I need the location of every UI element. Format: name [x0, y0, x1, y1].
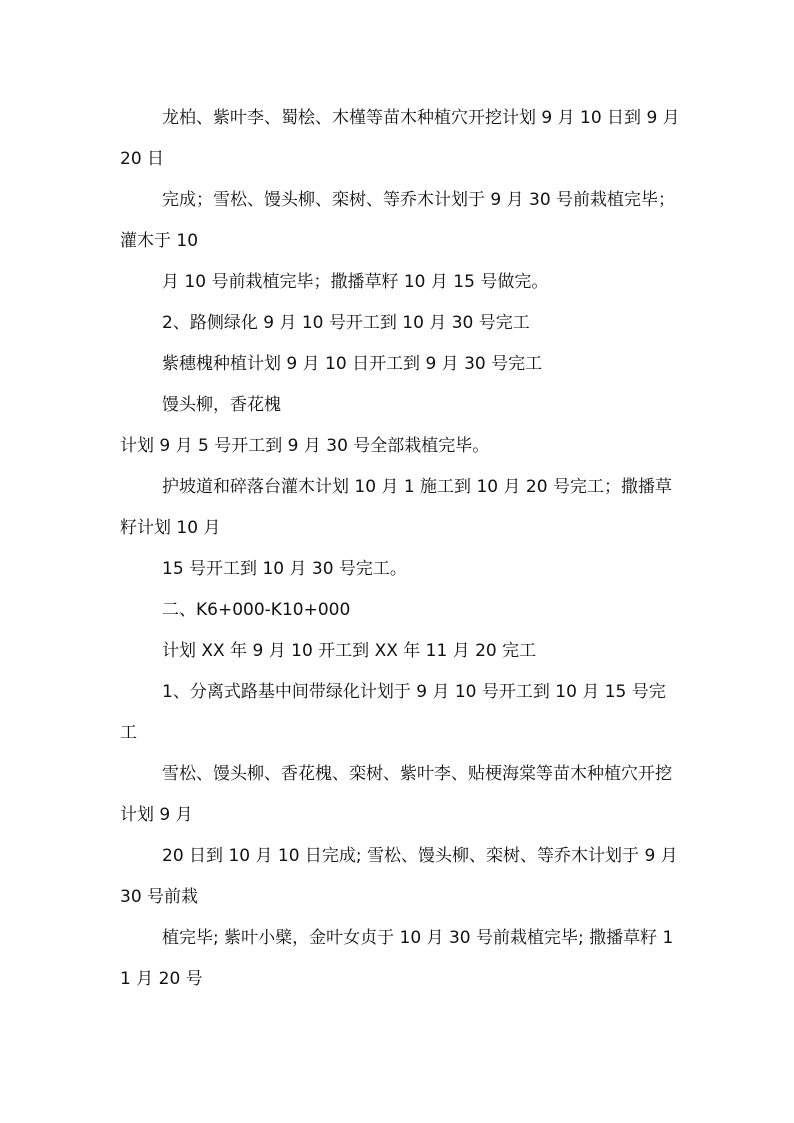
paragraph-8: 护坡道和碎落台灌木计划 10 月 1 施工到 10 月 20 号完工；撒播草籽计划 10 月 — [120, 477, 672, 538]
section-heading-2: 二、K6+000-K10+000 — [162, 600, 351, 620]
paragraph-1: 龙柏、紫叶李、蜀桧、木槿等苗木种植穴开挖计划 9 月 10 日到 9 月 20 日 — [120, 108, 680, 169]
paragraph-15: 植完毕; 紫叶小檗，金叶女贞于 10 月 30 号前栽植完毕; 撒播草籽 11 月 20 号 — [120, 928, 674, 989]
paragraph-4: 2、路侧绿化 9 月 10 号开工到 10 月 30 号完工 — [162, 313, 530, 333]
paragraph-3: 月 10 号前栽植完毕；撒播草籽 10 月 15 号做完。 — [162, 272, 549, 292]
paragraph-14: 20 日到 10 月 10 日完成; 雪松、馒头柳、栾树、等乔木计划于 9 月 30 号前栽 — [120, 846, 678, 907]
paragraph-9: 15 号开工到 10 月 30 号完工。 — [162, 559, 407, 579]
document-body — [120, 98, 680, 1000]
paragraph-12: 1、分离式路基中间带绿化计划于 9 月 10 号开工到 10 月 15 号完工 — [120, 682, 666, 743]
paragraph-13: 雪松、馒头柳、香花槐、栾树、紫叶李、贴梗海棠等苗木种植穴开挖计划 9 月 — [120, 764, 672, 825]
paragraph-7: 计划 9 月 5 号开工到 9 月 30 号全部栽植完毕。 — [120, 436, 490, 456]
paragraph-5: 紫穗槐种植计划 9 月 10 日开工到 9 月 30 号完工 — [162, 354, 543, 374]
paragraph-2: 完成；雪松、馒头柳、栾树、等乔木计划于 9 月 30 号前栽植完毕；灌木于 10 — [120, 190, 676, 251]
paragraph-11: 计划 XX 年 9 月 10 开工到 XX 年 11 月 20 完工 — [162, 641, 537, 661]
paragraph-6: 馒头柳，香花槐 — [162, 395, 281, 415]
